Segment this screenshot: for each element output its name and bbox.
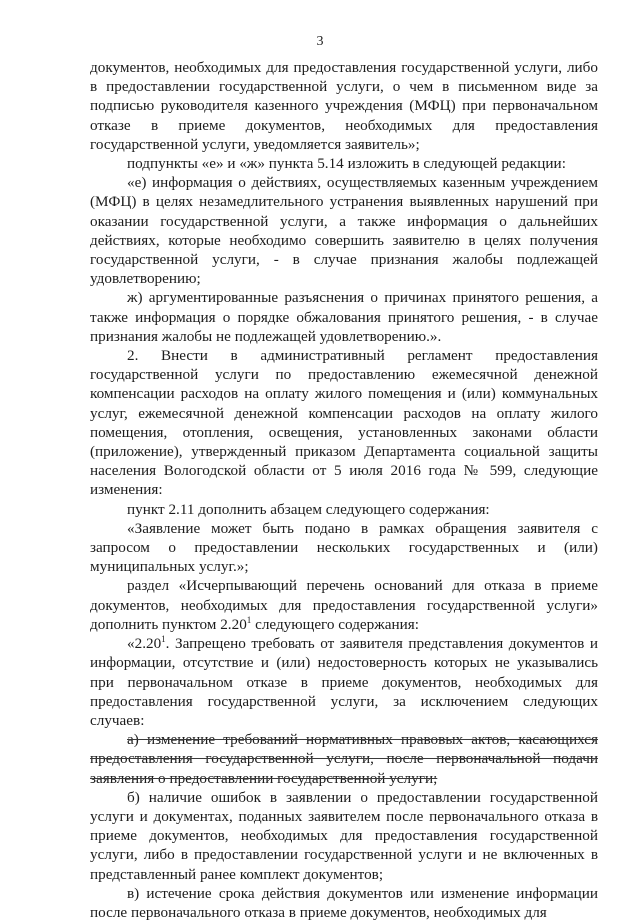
paragraph-subitem-zh: ж) аргументированные разъяснения о причинах принятого решения, а также информация о порядке обжалования принятого решения, - в случае признания жалобы не подлежащей удовлетворению.». [90, 289, 598, 345]
paragraph-section-amendment-text: раздел «Исчерпывающий перечень оснований для отказа в приеме документов, необходимых для предоставления государственной услуги» дополнить пунктом 2.20 [90, 577, 598, 633]
paragraph-case-v: в) истечение срока действия документов или изменение информации после первоначального отказа в приеме документов, необходимых для [90, 884, 598, 921]
paragraph-section-amendment-tail: следующего содержания: [251, 615, 419, 633]
paragraph-continuation: документов, необходимых для предоставления государственной услуги, либо в предоставлении государственной услуги, о чем в письменном виде за подписью руководителя казенного учреждения (МФЦ) при первоначальном отказе в приеме документов, необходимых для предоставления государственной услуги, уведомляется заявитель»; [90, 59, 598, 153]
paragraph-item-2-20-1-text: «2.20 [127, 635, 162, 653]
paragraph-case-a: а) изменение требований нормативных правовых актов, касающихся предоставления государственной услуги, после первоначальной подачи заявления о предоставлении государственной услуги; [90, 731, 598, 787]
paragraph-subitems-amendment: подпункты «е» и «ж» пункта 5.14 изложить в следующей редакции: [127, 155, 566, 173]
paragraph-application-quote: «Заявление может быть подано в рамках обращения заявителя с запросом о предоставлении нескольких государственных и (или) муниципальных услуг.»; [90, 519, 598, 576]
superscript-1: 1 [246, 614, 252, 625]
paragraph-item-2-11: пункт 2.11 дополнить абзацем следующего содержания: [127, 500, 490, 518]
paragraph-section-amendment [90, 576, 598, 634]
paragraph-item-2-20-1 [90, 634, 598, 730]
document-body [90, 58, 598, 922]
superscript-1: 1 [161, 634, 166, 645]
paragraph-subitem-e: «е) информация о действиях, осуществляемых казенным учреждением (МФЦ) в целях незамедлительного устранения выявленных нарушений при оказании государственной услуги, а также информация о дальнейших действиях, которые необходимо совершить заявителю в целях получения государственной услуги, - в случае признания жалобы подлежащей удовлетворению; [90, 174, 598, 288]
paragraph-item-2-20-1-tail: . Запрещено требовать от заявителя представления документов и информации, отсутствие и (или) недостоверность которых не указывались при первоначальном отказе в приеме документов, необходимых для предоставления государственной услуги, за исключением следующих случаев: [90, 635, 598, 729]
page-number: 3 [316, 34, 324, 49]
paragraph-item-2: 2. Внести в административный регламент предоставления государственной услуги по предоставлению ежемесячной денежной компенсации расходов на оплату жилого помещения и (или) коммунальных услуг, ежемесячной денежной компенсации расходов на оплату жилого помещения, отопления, освещения, установленных законами области (приложение), утвержденный приказом Департамента социальной защиты населения Вологодской области от 5 июля 2016 года № 599, следующие изменения: [90, 347, 598, 499]
paragraph-case-b: б) наличие ошибок в заявлении о предоставлении государственной услуги и документах, поданных заявителем после первоначального отказа в приеме документов, необходимых для предоставления государственной услуги, либо в предоставлении государственной услуги и не включенных в представленный ранее комплект документов; [90, 788, 598, 883]
